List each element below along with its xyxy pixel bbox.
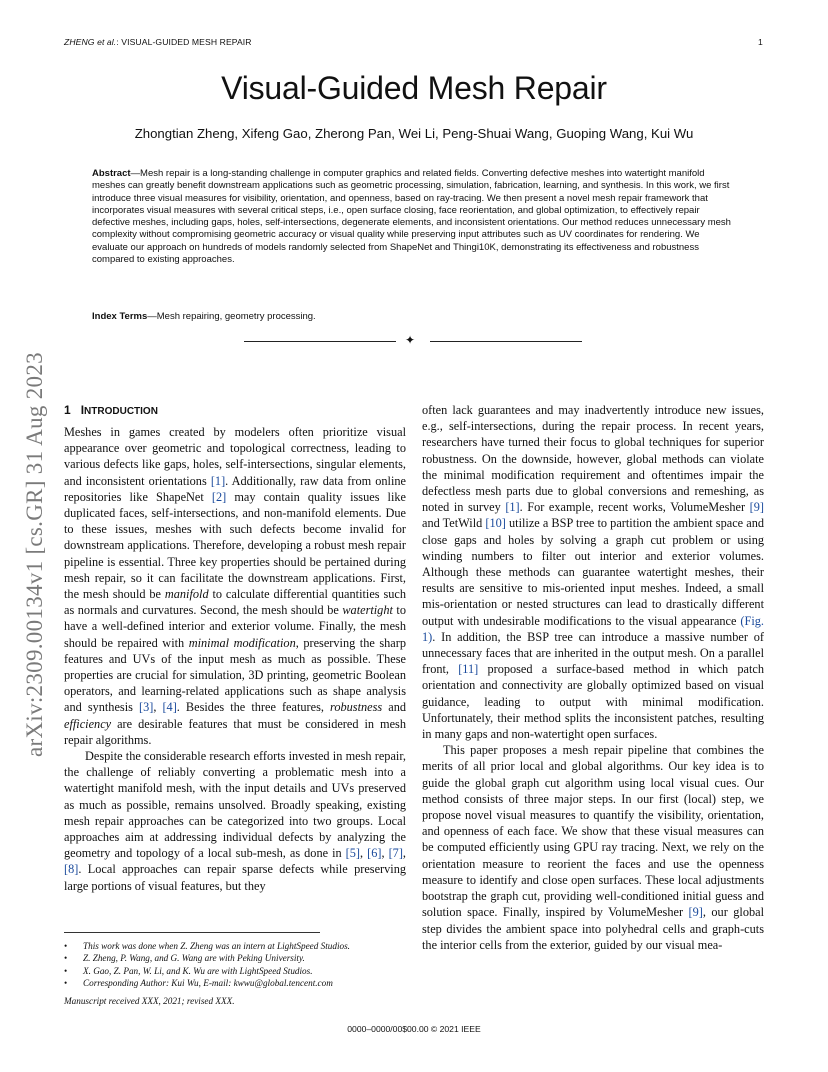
footnote: • This work was done when Z. Zheng was an intern at LightSpeed Studios. [64, 940, 406, 952]
copyright-line: 0000–0000/00$00.00 © 2021 IEEE [347, 1024, 481, 1034]
text-run: and [382, 700, 406, 715]
text-run: , [153, 700, 163, 715]
figure-link[interactable]: (Fig. 1) [422, 613, 764, 644]
citation-link[interactable]: [11] [458, 662, 479, 677]
citation-link[interactable]: [1] [505, 500, 520, 515]
emphasis: efficiency [64, 716, 112, 731]
citation-link[interactable]: [9] [688, 905, 703, 920]
manuscript-note: Manuscript received XXX, 2021; revised XXX. [64, 996, 235, 1006]
text-run: to have a well-defined interior and exterior volume. Finally, the mesh should be repaired with [64, 603, 407, 650]
section-title-initial: I [80, 403, 85, 417]
section-heading [64, 402, 406, 420]
running-head-title: VISUAL-GUIDED MESH REPAIR [121, 37, 252, 47]
paragraph [422, 402, 764, 742]
paragraph [422, 742, 764, 953]
section-number: 1 [64, 403, 71, 417]
text-run: utilize a BSP tree to partition the ambient space and close gaps and holes by solving a graph cut problem or using winding numbers to filter out interior and exterior volumes. Although these methods can guarantee watertight meshes, their results are sensitive to mis-oriented input meshes. Indeed, a small mis-orientation or nested structures can lead to drastically different output with undesirable modifications to the visual appearance [422, 516, 764, 628]
footnote: • Corresponding Author: Kui Wu, E-mail: kwwu@global.tencent.com [64, 977, 406, 989]
text-run: This paper proposes a mesh repair pipeline that combines the merits of all prior local and global algorithms. Our key idea is to guide the global graph cut algorithm using local visual cues. Our method consists of three major steps. In our first (local) step, we propose novel visual measures to quantify the visibility, orientation, and openness of each face. We show that these visual measures can be computed efficiently using GPU ray tracing. Next, we rely on the orientation measure to reorient the faces and use the openness measure to identify and close open surfaces. These local adjustments bootstrap the graph cut, providing well-conditioned initial guess and solution space. Finally, inspired by VolumeMesher [422, 743, 764, 920]
text-run: often lack guarantees and may inadvertently introduce new issues, e.g., self-intersections, during the repair process. In recent years, researchers have turned their focus to global techniques for superior robustness. On the downside, however, global methods can violate the minimal modification requirement and oftentimes impair the defectless mesh parts due to global conversions and remeshing, as noted in survey [422, 403, 764, 515]
text-run: . Besides the three features, [176, 700, 331, 715]
arxiv-stamp: arXiv:2309.00134v1 [cs.GR] 31 Aug 2023 [22, 352, 47, 757]
index-terms-label: Index Terms [92, 311, 148, 322]
separator-rule-left [244, 341, 396, 342]
citation-link[interactable]: [3] [138, 700, 154, 715]
running-head-authors: ZHENG et al. [64, 37, 117, 47]
text-run: , preserving the sharp features and UVs of the input mesh as much as possible. These properties are crucial for simulation, 3D printing, geometric Boolean operators, and learning-related applications such as shape analysis and synthesis [64, 635, 406, 715]
paragraph [64, 748, 406, 894]
citation-link[interactable]: [10] [485, 516, 506, 531]
running-head-sep: : [116, 37, 122, 47]
citation-link[interactable]: [9] [749, 500, 764, 515]
text-run: . In addition, the BSP tree can introduce a massive number of unnecessary faces that are inherited in the output mesh. On a parallel front, [422, 629, 764, 677]
text-run: proposed a surface-based method in which patch orientation and connectivity are globally optimized based on visual guidance, leading to output with minimal modification. Unfortunately, their method splits the inconsistent patches, resulting in many gaps and non-watertight open surfaces. [422, 662, 764, 742]
citation-link[interactable]: [6] [367, 846, 382, 861]
text-run: , [360, 846, 368, 861]
author-list: Zhongtian Zheng, Xifeng Gao, Zherong Pan, Wei Li, Peng-Shuai Wang, Guoping Wang, Kui Wu [134, 126, 694, 141]
right-column [422, 402, 764, 953]
text-run: , our global step divides the ambient space into polyhedral cells and graph-cuts the interior cells from the exterior, guided by our visual mea- [422, 905, 764, 952]
separator-diamond-icon: ✦ [405, 333, 416, 347]
paper-title: Visual-Guided Mesh Repair [221, 70, 607, 106]
citation-link[interactable]: [7] [388, 846, 403, 861]
section-title-rest: NTRODUCTION [84, 406, 158, 417]
page-number: 1 [758, 37, 763, 47]
paragraph [64, 424, 406, 748]
abstract-label: Abstract [92, 168, 131, 179]
emphasis: manifold [164, 587, 209, 602]
text-run: to calculate differential quantities such as normals and curvatures. Second, the mesh should be [64, 587, 406, 618]
text-run: and TetWild [422, 516, 486, 531]
abstract [92, 168, 738, 266]
text-run: , [381, 846, 389, 861]
text-run: . Additionally, raw data from online repositories like ShapeNet [64, 473, 406, 504]
text-run: Despite the considerable research efforts invested in mesh repair, the challenge of reliably converting a problematic mesh into a watertight manifold mesh, with the input details and UVs preserved as much as possible, remains unsolved. Broadly speaking, existing mesh repair approaches can be categorized into two groups. Local approaches aim at addressing individual defects by analyzing the geometry and topology of a local sub-mesh, as done in [64, 749, 406, 861]
emphasis: robustness [330, 700, 383, 715]
text-run: , [402, 846, 406, 861]
left-column [64, 402, 406, 894]
citation-link[interactable]: [4] [162, 700, 177, 715]
citation-link[interactable]: [2] [211, 489, 227, 504]
index-terms-text: —Mesh repairing, geometry processing. [147, 311, 316, 322]
text-run: . Local approaches can repair sparse defects while preserving large portions of visual features, but they [64, 862, 406, 893]
citation-link[interactable]: [5] [345, 846, 361, 861]
text-run: . For example, recent works, VolumeMesher [519, 500, 750, 515]
text-run: are desirable features that must be considered in mesh repair algorithms. [64, 716, 406, 747]
citation-link[interactable]: [8] [64, 862, 79, 877]
text-run: may contain quality issues like duplicated faces, self-intersections, and non-manifold elements. Due to these issues, meshes with such defects become invalid for downstream applications. Therefore, developing a robust mesh repair pipeline is essential. Three key properties should be pertained during mesh repair, so it can facilitate the downstream applications. First, the mesh should be [64, 489, 407, 602]
emphasis: minimal modification [188, 635, 296, 650]
text-run: Meshes in games created by modelers often prioritize visual appearance over geometric and topological correctness, leading to various defects like gaps, holes, self-intersections, singular elements, and inconsistent orientations [64, 425, 406, 488]
footnote-rule [64, 932, 320, 933]
footnote: • X. Gao, Z. Pan, W. Li, and K. Wu are with LightSpeed Studios. [64, 965, 406, 977]
running-head [64, 37, 252, 47]
footnote: • Z. Zheng, P. Wang, and G. Wang are with Peking University. [64, 952, 406, 964]
emphasis: watertight [342, 603, 393, 618]
index-terms [92, 311, 316, 322]
abstract-text: —Mesh repair is a long-standing challenge in computer graphics and related fields. Converting defective meshes into watertight manifold meshes can greatly benefit downstream applications such as geometric processing, simulation, fabrication, learning, and synthesis. In this work, we first introduce three visual measures for visibility, orientation, and openness, based on ray-tracing. We then present a novel mesh repair framework that incorporates visual measures with several critical steps, i.e., open surface closing, face reorientation, and global optimization, to effectively repair defective meshes, including gaps, holes, self-intersections, degenerate elements, and inconsistent orientations. Our method reduces unnecessary mesh complexity without compromising geometric accuracy or visual quality while preserving input attributes such as UV coordinates for rendering. We evaluate our approach on hundreds of models randomly selected from ShapeNet and Thingi10K, demonstrating its effectiveness and robustness compared to existing approaches. [92, 168, 731, 266]
citation-link[interactable]: [1] [210, 473, 226, 488]
separator-rule-right [430, 341, 582, 342]
footnote-list [64, 940, 406, 989]
